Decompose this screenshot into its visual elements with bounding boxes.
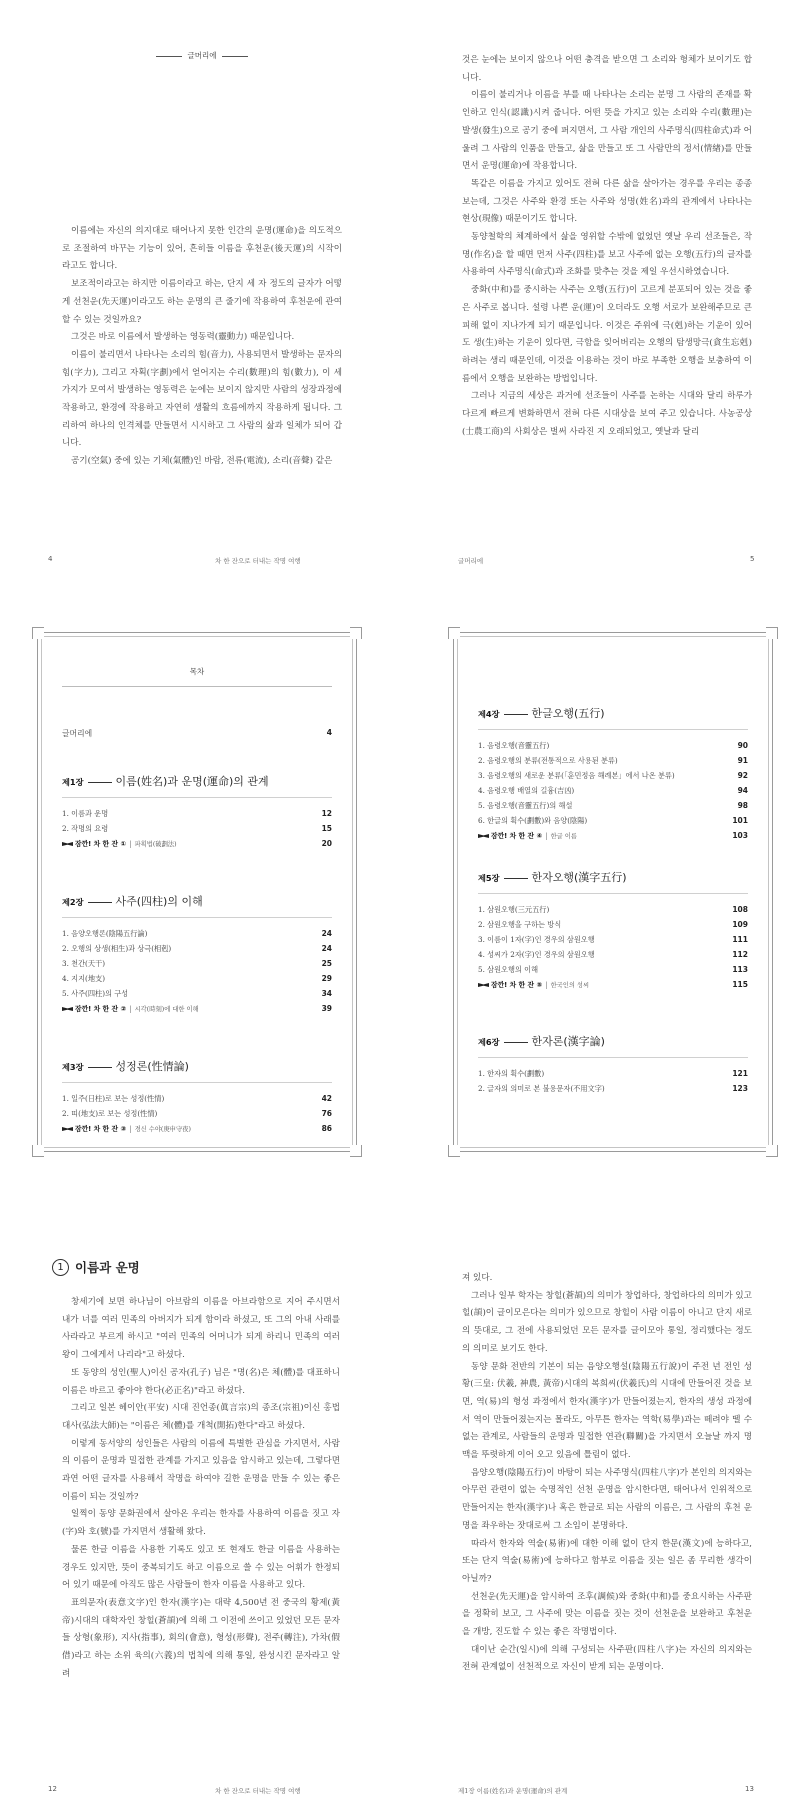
chapter-title: 제1장 이름(姓名)과 운명(運命)의 관계 xyxy=(62,775,269,788)
section-number-badge: 1 xyxy=(52,1259,69,1276)
toc-entry[interactable]: 1. 음양오행론(陰陽五行論) 24 xyxy=(62,929,332,938)
paragraph: 이름이 불리거나 이름을 부를 때 나타나는 소리는 분명 그 사람의 존재를 확인하고 인식(認識)시켜 줍니다. 어떤 뜻을 가지고 있는 소리와 수리(數理)는 발생(發生)으로 공기 중에 퍼지면서, 그 사람 개인의 사주명식(四柱命式)과 어울려 그 사람의 인품을 만들고, 삶을 만들고 또 그 사람만의 정서(情緖)를 만들면서 운명(運命)에 작용합니다. xyxy=(462,90,752,172)
toc-entry[interactable]: 3. 천간(天干) 25 xyxy=(62,959,332,968)
chapter-rule xyxy=(478,729,748,730)
paragraph: 이름에는 자신의 의지대로 태어나지 못한 인간의 운명(運命)을 의도적으로 조절하여 바꾸는 기능이 있어, 흔히들 이름을 후천운(後天運)의 시작이라고도 합니다. xyxy=(62,226,342,272)
paragraph: 그리고 일본 헤이안(平安) 시대 진언종(眞言宗)의 종조(宗祖)이신 홍법대사(弘法大師)는 "이름은 체(體)를 개척(開拓)한다"라고 하셨다. xyxy=(62,1403,340,1431)
toc-chapter-3 xyxy=(62,1058,332,1137)
section-body xyxy=(62,1294,340,1683)
frame-corner xyxy=(32,1145,44,1157)
open-book-icon xyxy=(62,1006,73,1012)
toc-frame-left xyxy=(37,632,357,1152)
page-12 xyxy=(57,1258,340,1778)
paragraph: 공기(空氣) 중에 있는 기체(氣體)인 바람, 전류(電流), 소리(音聲) 같은 xyxy=(71,456,333,467)
preface-title: 글머리에 xyxy=(62,50,342,61)
toc-entry-special[interactable]: 잠깐! 차 한 잔 ⑤ | 한국인의 성씨 115 xyxy=(478,977,748,993)
title-line xyxy=(504,878,528,879)
toc-entry[interactable]: 5. 삼원오행의 이해 113 xyxy=(478,965,748,974)
chapter-title: 제4장 한글오행(五行) xyxy=(478,707,605,720)
paragraph: 동양철학의 체계하에서 삶을 영위할 수밖에 없었던 옛날 우리 선조들은, 작명(作名)을 할 때면 먼저 사주(四柱)를 보고 사주에 없는 오행(五行)의 글자를 사용하여 사주명식(命式)과 조화를 맞추는 것을 제일 우선시하였습니다. xyxy=(462,232,752,278)
spread-preface xyxy=(0,0,810,565)
title-rule-right xyxy=(222,56,248,57)
toc-entry[interactable]: 1. 음령오행(音靈五行) 90 xyxy=(478,741,748,750)
folio-right: 5 xyxy=(750,555,755,563)
toc-entry[interactable]: 2. 오행의 상생(相生)과 상극(相剋) 24 xyxy=(62,944,332,953)
toc-entry[interactable]: 4. 성씨가 2자(字)인 경우의 삼원오행 112 xyxy=(478,950,748,959)
running-head-left: 차 한 잔으로 터내는 작명 여행 xyxy=(215,1787,301,1795)
toc-entry[interactable]: 2. 작명의 요령 15 xyxy=(62,824,332,833)
paragraph: 그러나 지금의 세상은 과거에 선조들이 사주를 논하는 시대와 달리 하루가 다르게 빠르게 변화하면서 전혀 다른 시대상을 보여 주고 있습니다. 사농공상(士農工商)의 사회상은 벌써 사라진 지 오래되었고, 옛날과 달리 xyxy=(462,391,752,437)
toc-chapter-5 xyxy=(478,869,748,993)
toc-entry[interactable]: 5. 사주(四柱)의 구성 34 xyxy=(62,989,332,998)
paragraph: 이름이 불리면서 나타나는 소리의 힘(音力), 사용되면서 발생하는 문자의 힘(字力), 그리고 자획(字劃)에서 얻어지는 수리(數理)의 힘(數力), 이 세 가지가 모여서 발생하는 영동력은 눈에는 보이지 않지만 사람의 성장과정에 작용하고, 환경에 작용하고 자연히 생활의 흐름에까지 작용하게 됩니다. 그리하여 하나의 인격체를 만들면서 시시하고 그 사람의 삶과 일체가 되어 갑니다. xyxy=(62,349,342,449)
frame-corner xyxy=(32,627,44,639)
frame-corner xyxy=(350,627,362,639)
folio-right: 13 xyxy=(745,1785,754,1793)
toc-frame-right xyxy=(453,632,773,1152)
toc-chapter-2 xyxy=(62,893,332,1017)
toc-entry[interactable]: 6. 한글의 획수(劃數)와 음양(陰陽) 101 xyxy=(478,816,748,825)
toc-entry[interactable]: 1. 이름과 운명 12 xyxy=(62,809,332,818)
running-head-right: 제1장 이름(姓名)과 운명(運命)의 관계 xyxy=(458,1787,568,1795)
title-line xyxy=(504,714,528,715)
title-rule-left xyxy=(156,56,182,57)
paragraph: 동양 문화 전반의 기본이 되는 음양오행설(陰陽五行說)이 주전 년 전인 성황(三皇: 伏羲, 神農, 黃帝)시대의 복희씨(伏羲氏)의 시대에 만들어진 것을 보면, 역(易)의 형성 과정에서 한자(漢字)가 만들어졌는지, 한자의 생성 과정에서 역이 만들어졌는지는 몰라도, 아무튼 한자는 역학(易學)과는 떼려야 뗄 수 없는 관계로, 사람들의 운명과 밀접한 연관(聯關)을 가지면서 오늘날 까지 명맥을 뚜렷하게 이어 오고 있음에 틀림이 없다. xyxy=(462,1361,752,1461)
page-13 xyxy=(462,1270,752,1780)
title-line xyxy=(88,902,112,903)
toc-entry-special[interactable]: 잠깐! 차 한 잔 ② | 시각(時刻)에 대한 이해 39 xyxy=(62,1001,332,1017)
toc-entry[interactable]: 1. 일주(日柱)로 보는 성정(性情) 42 xyxy=(62,1094,332,1103)
toc-entry-preface[interactable]: 글머리에 4 xyxy=(62,728,332,738)
chapter-title: 제5장 한자오행(漢字五行) xyxy=(478,871,627,884)
spread-toc xyxy=(0,620,810,1180)
folio-left: 4 xyxy=(48,555,53,563)
toc-chapter-1 xyxy=(62,773,332,852)
paragraph: 대이난 순간(일시)에 의해 구성되는 사주판(四柱八字)는 자신의 의지와는 전혀 관계없이 선천적으로 자신이 받게 되는 운명이다. xyxy=(462,1644,752,1673)
toc-heading: 목차 xyxy=(62,666,332,687)
toc-right-content xyxy=(478,633,748,1151)
frame-corner xyxy=(766,1145,778,1157)
toc-entry[interactable]: 3. 음령오행의 새로운 분류(「훈민정음 해례본」에서 나온 분류) 92 xyxy=(478,771,748,780)
toc-entry[interactable]: 2. 띠(地支)로 보는 성정(性情) 76 xyxy=(62,1109,332,1118)
paragraph: 따라서 한자와 역술(易術)에 대한 이해 없이 단지 한문(漢文)에 능하다고, 또는 단지 역술(易術)에 능하다고 함부로 이름을 짓는 일은 좀 무리한 생각이 아닐까? xyxy=(462,1538,752,1584)
toc-entry[interactable]: 4. 음령오행 배열의 길흉(吉凶) 94 xyxy=(478,786,748,795)
toc-chapter-4 xyxy=(478,705,748,844)
chapter-rule xyxy=(478,893,748,894)
toc-entry[interactable]: 3. 이름이 1자(字)인 경우의 삼원오행 111 xyxy=(478,935,748,944)
section-title: 이름과 운명 xyxy=(75,1260,140,1275)
chapter-rule xyxy=(478,1057,748,1058)
paragraph: 음양오행(陰陽五行)이 바탕이 되는 사주명식(四柱八字)가 본인의 의지와는 아무런 관련이 없는 숙명적인 선천 운명을 암시한다면, 태어나서 인위적으로 만들어지는 한자(漢字)나 혹은 한글로 되는 사람의 이름은, 그 사람의 후천 운명을 좌우하는 잣대로써 그 소임이 분명하다. xyxy=(462,1467,752,1531)
spread-chapter1 xyxy=(0,1240,810,1800)
toc-entry-special[interactable]: 잠깐! 차 한 잔 ① | 파획법(破劃法) 20 xyxy=(62,836,332,852)
folio-left: 12 xyxy=(48,1785,57,1793)
section-heading xyxy=(52,1258,140,1276)
paragraph: 져 있다. xyxy=(462,1273,493,1283)
chapter-title: 제6장 한자론(漢字論) xyxy=(478,1035,605,1048)
paragraph: 그러나 일부 학자는 창힐(蒼頡)의 의미가 창업하다, 창업하다의 의미가 있고 힐(頡)이 글이모은다는 의미가 있으므로 창힐이 사람 이름이 아니고 단지 새로의 뜻대로, 그 전에 사용되었던 모든 문자를 글이모아 통일, 정리했다는 정도의 의미로 보기도 한다. xyxy=(462,1290,752,1354)
toc-chapter-6 xyxy=(478,1033,748,1096)
frame-corner xyxy=(448,627,460,639)
open-book-icon xyxy=(62,1126,73,1132)
paragraph: 일찍이 동양 문화권에서 살아온 우리는 한자를 사용하여 이름을 짓고 자(字)와 호(號)를 가지면서 생활해 왔다. xyxy=(62,1509,340,1538)
toc-entry-special[interactable]: 잠깐! 차 한 잔 ④ | 한글 이름 103 xyxy=(478,828,748,844)
open-book-icon xyxy=(478,982,489,988)
chapter-title: 제2장 사주(四柱)의 이해 xyxy=(62,895,203,908)
paragraph: 보조적이라고는 하지만 이름이라고 하는, 단지 세 자 정도의 글자가 어떻게 선천운(先天運)이라고도 하는 운명의 큰 줄기에 작용하여 후천운에 관여할 수 있는 것일까요? xyxy=(62,279,342,325)
paragraph: 창세기에 보면 하나님이 아브람의 이름을 아브라함으로 지어 주시면서 내가 너를 여러 민족의 아버지가 되게 함이라 하셨고, 또 그의 아내 사래를 사라라고 부르게 하시고 "여러 민족의 어머니가 되게 하리니 민족의 여러 왕이 그에게서 나리라"고 하셨다. xyxy=(62,1297,340,1361)
running-head-right: 글머리에 xyxy=(458,557,484,565)
toc-entry-special[interactable]: 잠깐! 차 한 잔 ③ | 경신 수야(庚申守夜) 86 xyxy=(62,1121,332,1137)
paragraph: 그것은 바로 이름에서 발생하는 영동력(靈動力) 때문입니다. xyxy=(71,332,295,343)
paragraph: 표의문자(表意文字)인 한자(漢字)는 대략 4,500년 전 중국의 황제(黃帝)시대의 대학자인 창힐(蒼頡)에 의해 그 이전에 쓰이고 있었던 모든 문자들 상형(象形), 지사(指事), 회의(會意), 형성(形聲), 전주(轉注), 가차(假借)라고 하는 소위 육의(六義)의 법칙에 의해 통일, 완성시킨 문자라고 알려 xyxy=(62,1597,340,1679)
toc-entry[interactable]: 2. 글자의 의미로 본 불용문자(不用文字) 123 xyxy=(478,1084,748,1093)
paragraph: 또 동양의 성인(聖人)이신 공자(孔子) 님은 "명(名)은 체(體)를 대표하니 이름은 바르고 좋아야 한다(必正名)"라고 하셨다. xyxy=(62,1367,340,1396)
paragraph: 것은 눈에는 보이지 않으나 어떤 충격을 받으면 그 소리와 형체가 보이기도 합니다. xyxy=(462,55,752,83)
toc-entry[interactable]: 4. 지지(地支) 29 xyxy=(62,974,332,983)
page-4 xyxy=(62,40,342,560)
heading-rule xyxy=(62,686,332,687)
toc-left-content xyxy=(62,633,332,1151)
frame-corner xyxy=(448,1145,460,1157)
paragraph: 중화(中和)를 중시하는 사주는 오행(五行)이 고르게 분포되어 있는 것을 좋은 사주로 봅니다. 설령 나쁜 운(運)이 오더라도 오행 서로가 보완해주므로 큰 피해 없이 지나가게 되기 때문입니다. 이것은 주위에 극(剋)하는 기운이 있어도 생(生)하는 기운이 있다면, 극함을 잊어버리는 오행의 탐생망극(貪生忘剋) 하려는 생리 때문인데, 이것을 이용하는 것이 바로 부족한 오행을 보충하여 이름에서 오행을 보완하는 방법입니다. xyxy=(462,285,752,384)
open-book-icon xyxy=(478,833,489,839)
toc-entry[interactable]: 2. 삼원오행을 구하는 방식 109 xyxy=(478,920,748,929)
paragraph: 이렇게 동서양의 성인들은 사람의 이름에 특별한 관심을 가지면서, 사람의 이름이 운명과 밀접한 관계를 가지고 있음을 암시하고 있는데, 그렇다면 과연 어떤 글자를 사용해서 작명을 하여야 길한 운명을 만들 수 있는 좋은 이름이 되는 것일까? xyxy=(62,1438,340,1502)
frame-corner xyxy=(350,1145,362,1157)
frame-corner xyxy=(766,627,778,639)
title-line xyxy=(504,1042,528,1043)
title-line xyxy=(88,782,112,783)
paragraph: 선천운(先天運)을 암시하여 조후(調候)와 중화(中和)를 중요시하는 사주판을 정확히 보고, 그 사주에 맞는 이름을 짓는 것이 선천운을 보완하고 후천운을 개방, 진도할 수 있는 좋은 작명법이다. xyxy=(462,1591,752,1638)
page-5 xyxy=(462,52,752,552)
toc-entry[interactable]: 1. 삼원오행(三元五行) 108 xyxy=(478,905,748,914)
chapter-rule xyxy=(62,1082,332,1083)
chapter-title: 제3장 성정론(性情論) xyxy=(62,1060,189,1073)
chapter-rule xyxy=(62,797,332,798)
toc-entry[interactable]: 5. 음령오행(音靈五行)의 해설 98 xyxy=(478,801,748,810)
toc-entry[interactable]: 2. 음령오행의 분류(전통적으로 사용된 분류) 91 xyxy=(478,756,748,765)
paragraph: 똑같은 이름을 가지고 있어도 전혀 다른 삶을 살아가는 경우를 우리는 종종 보는데, 그것은 사주와 환경 또는 사주와 성명(姓名)과의 관계에서 나타나는 현상(現像) 때문이기도 합니다. xyxy=(462,178,752,225)
paragraph: 물론 한글 이름을 사용한 기록도 있고 또 현재도 한글 이름을 사용하는 경우도 있지만, 뜻이 중복되기도 하고 이름으로 쓸 수 있는 어휘가 한정되어 있기 때문에 아직도 많은 사람들이 한자 이름을 사용하고 있다. xyxy=(62,1544,340,1591)
title-line xyxy=(88,1067,112,1068)
preface-body xyxy=(62,223,342,471)
chapter-rule xyxy=(62,917,332,918)
open-book-icon xyxy=(62,841,73,847)
running-head-left: 차 한 잔으로 터내는 작명 여행 xyxy=(215,557,301,565)
toc-entry[interactable]: 1. 한자의 획수(劃數) 121 xyxy=(478,1069,748,1078)
